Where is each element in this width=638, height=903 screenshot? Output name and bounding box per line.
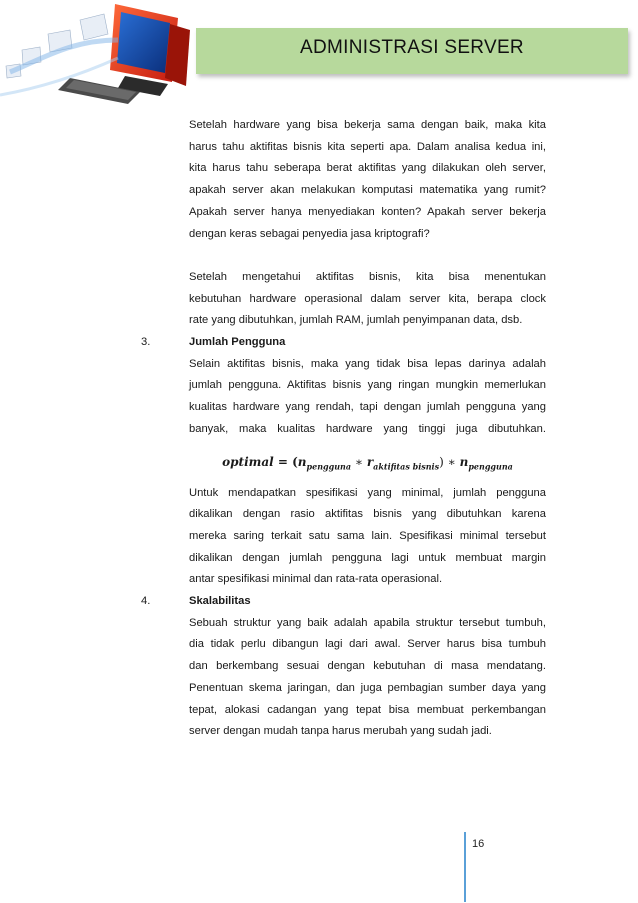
text-line: apakah server akan melakukan komputasi matematika yang rumit? [189, 184, 546, 197]
text-line: dikalikan dengan jumlah pengguna lagi untuk membuat margin [189, 551, 546, 564]
text-line: Selain aktifitas bisnis, maka yang tidak bisa lepas darinya adalah [189, 357, 546, 370]
text-line: kita harus tahu seberapa berat aktifitas yang dilakukan oleh server, [189, 162, 546, 175]
item-3-paragraph-2 [141, 483, 546, 592]
text-line: dan berkembang sesuai dengan kebutuhan di masa mendatang. [189, 660, 546, 673]
document-body [141, 115, 546, 743]
text-line: Sebuah struktur yang baik adalah apabila struktur tersebut tumbuh, [189, 616, 546, 629]
formula-equals: = ( [273, 454, 298, 469]
text-line: jumlah pengguna. Aktifitas bisnis yang ringan mungkin memerlukan [189, 379, 546, 392]
text-line: server dengan mudah tanpa harus merubah yang sudah jadi. [189, 725, 492, 738]
text-line: Penentuan skema jaringan, dan juga pembagian sumber daya yang [189, 681, 546, 694]
text-line: Apakah server hanya menyediakan konten? Apakah server bekerja [189, 205, 546, 218]
list-item-heading [141, 591, 546, 613]
formula [141, 441, 546, 483]
section-title: Skalabilitas [189, 595, 251, 608]
list-number: 4. [141, 595, 151, 608]
text-line: banyak, maka kualitas hardware yang tinggi juga dibutuhkan. [189, 422, 546, 435]
page-number: 16 [472, 838, 485, 850]
formula-subscript: pengguna [468, 460, 513, 471]
text-line: mereka saring terkait satu sama lain. Spesifikasi minimal tersebut [189, 529, 546, 542]
text-line: tepat, alokasi cadangan yang tepat bisa membuat perkembangan [189, 703, 546, 716]
list-item-heading [141, 332, 546, 354]
formula-r: r [366, 454, 374, 469]
text-line: rate yang dibutuhkan, jumlah RAM, jumlah penyimpanan data, dsb. [189, 314, 523, 327]
text-line: kebutuhan hardware operasional dalam server kita, berapa clock [189, 292, 546, 305]
formula-operator: ∗ [351, 454, 367, 469]
item-3-paragraph-1 [141, 354, 546, 441]
formula-operator: ) ∗ [439, 454, 460, 469]
text-line: dengan keras sebagai penyedia jasa kriptografi? [189, 227, 430, 240]
title-banner [196, 28, 628, 74]
text-line: Setelah hardware yang bisa bekerja sama dengan baik, maka kita [189, 119, 546, 131]
computer-illustration [0, 0, 200, 120]
formula-n: n [459, 454, 469, 469]
formula-n: n [297, 454, 307, 469]
text-line: dia tidak perlu dibangun lagi dari awal. Server harus bisa tumbuh [189, 638, 546, 651]
list-number: 3. [141, 336, 151, 349]
page-title: ADMINISTRASI SERVER [300, 37, 524, 58]
text-line: antar spesifikasi minimal dan rata-rata operasional. [189, 573, 443, 586]
text-line: Untuk mendapatkan spesifikasi yang minimal, jumlah pengguna [189, 486, 546, 499]
formula-subscript: aktifitas bisnis [373, 460, 440, 471]
formula-lhs: optimal [222, 454, 274, 469]
text-line: kualitas hardware yang rendah, tapi dengan jumlah pengguna yang [189, 401, 546, 414]
text-line: dikalikan dengan rasio aktifitas bisnis yang dibutuhkan karena [189, 508, 546, 521]
text-line: harus tahu aktifitas bisnis kita seperti apa. Dalam analisa kedua ini, [189, 140, 546, 153]
intro-paragraph-2 [141, 267, 546, 332]
text-line: Setelah mengetahui aktifitas bisnis, kita bisa menentukan [189, 270, 546, 283]
formula-subscript: pengguna [306, 460, 352, 471]
item-4-paragraph-1 [141, 613, 546, 743]
section-title: Jumlah Pengguna [189, 336, 286, 349]
intro-paragraph-1 [141, 115, 546, 245]
page-number-bar [464, 832, 466, 902]
